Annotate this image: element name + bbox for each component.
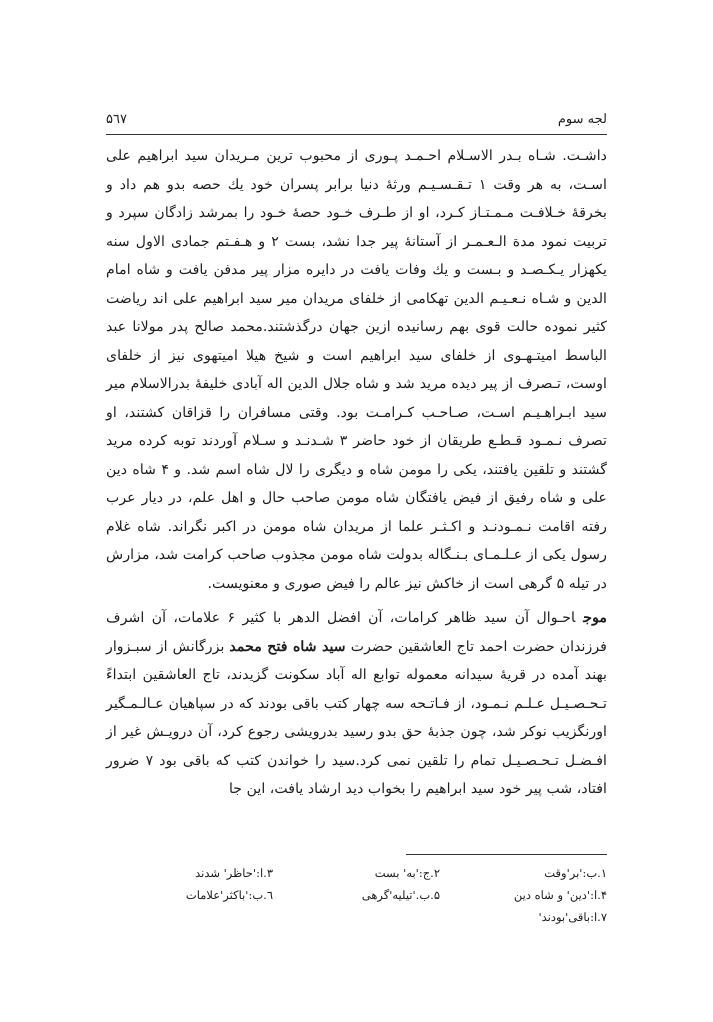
paragraph-2: [106, 604, 607, 804]
footnote-3: ۳.ا:'حاظر' شدند: [195, 866, 273, 880]
footnote-4: ۴.ا:'دین' و شاه دین: [513, 888, 607, 902]
main-text: [106, 142, 607, 804]
footnote-row: [106, 862, 607, 884]
footnote-1: ۱.ب:'بر'وقت: [544, 866, 607, 880]
page-number: ۵٦۷: [106, 112, 127, 127]
running-header: [106, 112, 607, 127]
footnote-2: ۲.ج:'به' بست: [374, 866, 440, 880]
footnote-row: [106, 884, 607, 906]
bold-name: سید شاه فتح محمد: [229, 638, 346, 655]
paragraph-2-part-a: احـوال آن سید ظاهر کرامات، آن افضل الدهر با کثیر ۶ علامات، آن اشرف فرزندان حضرت احمد تاج العاشقین حضرت: [106, 610, 607, 655]
paragraph-1: داشـت. شـاه بـدر الاسـلام احـمـد پـوری از محبوب ترین مـریدان سید ابراهیم علی اسـت، به هر وقت ۱ تـقـسـیـم ورثهٔ دنیا برابر پسران خود یك حصه بدو هم داد و بخرقهٔ خـلافـت مـمـتـاز کـرد، او از طـرف خـود حصهٔ خـود را بمرشد زادگان سپرد و تربیت نمود مدة الـعـمـر از آستانهٔ پیر جدا نشد، بست ۲ و هـفـتم جمادی الاول سنه یکهزار یـکـصـد و بـست و یك وفات یافت در دایره مزار پیر مدفن یافت و شاه امام الدین و شـاه نـعـیـم الدین تهکامی از خلفای مریدان میر سید ابراهیم علی اند ریاضت کثیر نموده حالت قوی بهم رسانیده ازین جهان درگذشتند.محمد صالح پدر مولانا عبد الباسط امیتـهـوی از خلفای سید ابراهیم است و شیخ هیلا امیتهوی نیز از خلفای اوست، تـصرف از پیر دیده مرید شد و شاه جلال الدین اله آبادی خلیفهٔ بدرالاسلام میر سید ابـراهـیـم اسـت، صـاحـب کـرامـت بود. وقتی مسافران را قزاقان کشتند، او تصرف نـمـود قـطـع طریقان از خود حاضر ۳ شـدنـد و سـلام آوردند توبه کرده مرید گشتند و تلقین یافتند، یکی را مومن شاه و دیگری را لال شاه اسم شد. و ۴ شاه دین علی و شاه رفیق از فیض یافتگان شاه مومن صاحب حال و اهل علم، در دیار عرب رفته اقامت نـمـودنـد و اکـثـر علما از مریدان شاه مومن در اکبر نگراند. شاه غلام رسول یکی از عـلـمـای بـنـگاله بدولت شاه مومن مجذوب صاحب کرامت شد، مزارش در تیله ۵ گرهی است از خاکش نیز عالم را فیض صوری و معنویست.: [106, 148, 607, 592]
footnotes: [106, 862, 607, 928]
footnote-6: ٦.ب:'باکثر'علامات: [185, 888, 273, 902]
footnote-row: [106, 906, 607, 928]
paragraph-lead-word: موج: [583, 610, 607, 626]
header-divider: [106, 134, 607, 135]
footnote-7: ۷.ا:باقی'بودند': [538, 910, 607, 924]
paragraph-2-part-b: بزرگانش از سبـزوار بهند آمده در قریهٔ سیدانه معموله توابع اله آباد سکونت گزیدند، تاج العاشقین ابتداءً تـحـصـیـل عـلـم نـمـود، از فـاتـحه سه چهار کتب باقی بودند که در سپاهیان عـالـمـگیر اورنگزیب نوکر شد، چون جذبهٔ حق بدو رسید بدرویشی رجوع کرد، آن درویـش غیر از افـضـل تـحـصـیـل تمام را تلقین نمی کرد.سید را خواندن کتب که باقی بود ۷ ضرور افتاد، شب پیر خود سید ابراهیم را بخواب دید ارشاد یافت، این جا: [106, 638, 608, 797]
footnote-5: ۵.ب.'تیلیه'گرهی: [361, 888, 440, 902]
footnote-divider: [406, 854, 607, 855]
section-title: لجه سوم: [557, 112, 607, 127]
